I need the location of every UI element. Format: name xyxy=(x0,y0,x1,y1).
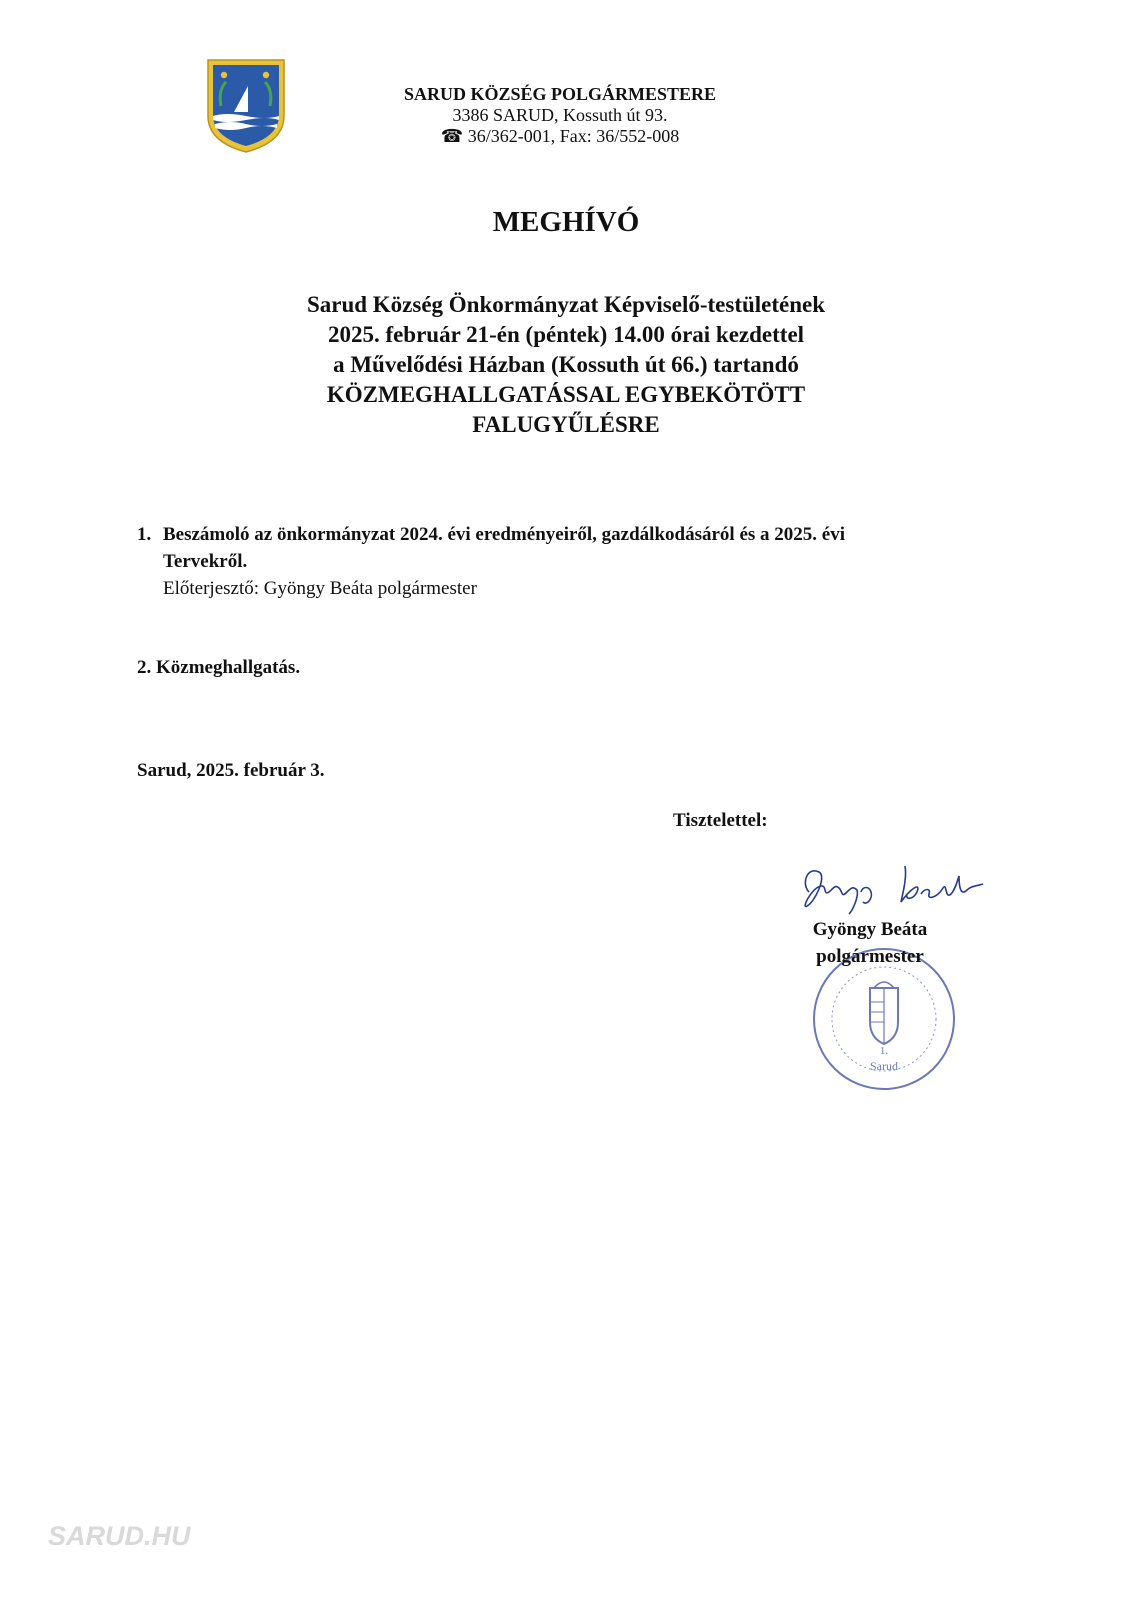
signer-role: polgármester xyxy=(816,946,924,967)
agenda-item-1 xyxy=(137,521,987,602)
organization-name: SARUD KÖZSÉG POLGÁRMESTERE xyxy=(403,84,717,104)
contact-line xyxy=(330,126,790,147)
stamp-place: Sarud xyxy=(870,1059,898,1073)
site-watermark: SARUD.HU xyxy=(48,1521,191,1551)
coat-of-arms-logo xyxy=(206,58,286,154)
intro-line: Sarud Község Önkormányzat Képviselő-testületének xyxy=(306,292,826,317)
handwritten-signature xyxy=(797,862,987,918)
organization-address: 3386 SARUD, Kossuth út 93. xyxy=(452,105,668,125)
stamp-number: 1. xyxy=(879,1045,889,1057)
agenda-number: 1. xyxy=(137,524,152,545)
closing-phrase: Tisztelettel: xyxy=(673,810,768,831)
phone-fax: 36/362-001, Fax: 36/552-008 xyxy=(467,126,680,146)
intro-line: KÖZMEGHALLGATÁSSAL EGYBEKÖTÖTT xyxy=(326,382,806,407)
intro-line: 2025. február 21-én (péntek) 14.00 órai kezdettel xyxy=(327,322,805,347)
agenda-presenter: Előterjesztő: Gyöngy Beáta polgármester xyxy=(163,578,477,599)
letterhead xyxy=(330,84,790,147)
intro-line: FALUGYŰLÉSRE xyxy=(472,412,660,437)
document-title: MEGHÍVÓ xyxy=(492,206,640,238)
signer-name: Gyöngy Beáta xyxy=(812,919,928,940)
agenda-text: Beszámoló az önkormányzat 2024. évi eredményeiről, gazdálkodásáról és a 2025. évi xyxy=(163,524,845,545)
invitation-intro xyxy=(160,290,972,440)
document-date: Sarud, 2025. február 3. xyxy=(137,760,325,781)
intro-line: a Művelődési Házban (Kossuth út 66.) tartandó xyxy=(333,352,799,377)
signer-block xyxy=(800,916,940,970)
agenda-text: Tervekről. xyxy=(163,551,248,572)
phone-icon: ☎ xyxy=(440,126,464,146)
agenda-item-2: 2. Közmeghallgatás. xyxy=(137,657,301,678)
